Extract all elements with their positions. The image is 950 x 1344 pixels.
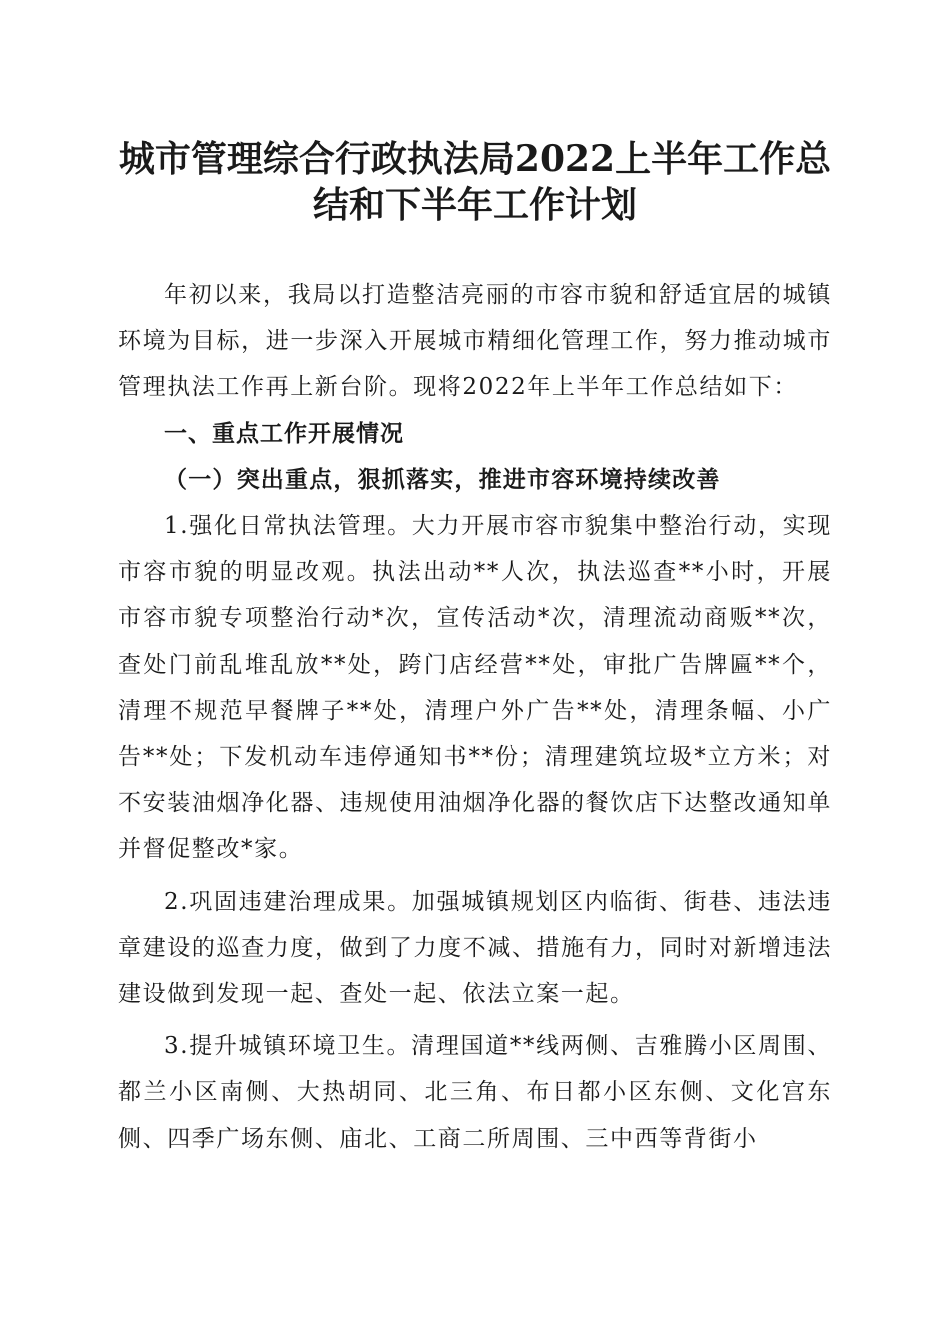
item-paragraph-3: 3.提升城镇环境卫生。清理国道**线两侧、吉雅腾小区周围、都兰小区南侧、大热胡同、北三角、布日都小区东侧、文化宫东侧、四季广场东侧、庙北、工商二所周围、三中西等背街小 [118, 1033, 832, 1152]
item-paragraph-1: 1.强化日常执法管理。大力开展市容市貌集中整治行动，实现市容市貌的明显改观。执法出动**人次，执法巡查**小时，开展市容市貌专项整治行动*次，宣传活动*次，清理流动商贩**次，查处门前乱堆乱放**处，跨门店经营**处，审批广告牌匾**个，清理不规范早餐牌子**处，清理户外广告**处，清理条幅、小广告**处；下发机动车违停通知书**份；清理建筑垃圾*立方米；对不安装油烟净化器、违规使用油烟净化器的餐饮店下达整改通知单并督促整改*家。 [118, 513, 832, 863]
item-paragraph-2: 2.巩固违建治理成果。加强城镇规划区内临街、街巷、违法违章建设的巡查力度，做到了力度不减、措施有力，同时对新增违法建设做到发现一起、查处一起、依法立案一起。 [118, 888, 832, 1008]
document-body [118, 272, 832, 1162]
intro-paragraph: 年初以来，我局以打造整洁亮丽的市容市貌和舒适宜居的城镇环境为目标，进一步深入开展城市精细化管理工作，努力推动城市管理执法工作再上新台阶。现将2022年上半年工作总结如下： [118, 282, 832, 401]
title-line-2: 结和下半年工作计划 [312, 184, 637, 226]
document-title [100, 136, 850, 228]
section-heading: 一、重点工作开展情况 [164, 420, 404, 447]
title-line-1: 城市管理综合行政执法局2022上半年工作总 [118, 138, 832, 180]
subsection-heading: （一）突出重点，狠抓落实，推进市容环境持续改善 [164, 465, 721, 493]
